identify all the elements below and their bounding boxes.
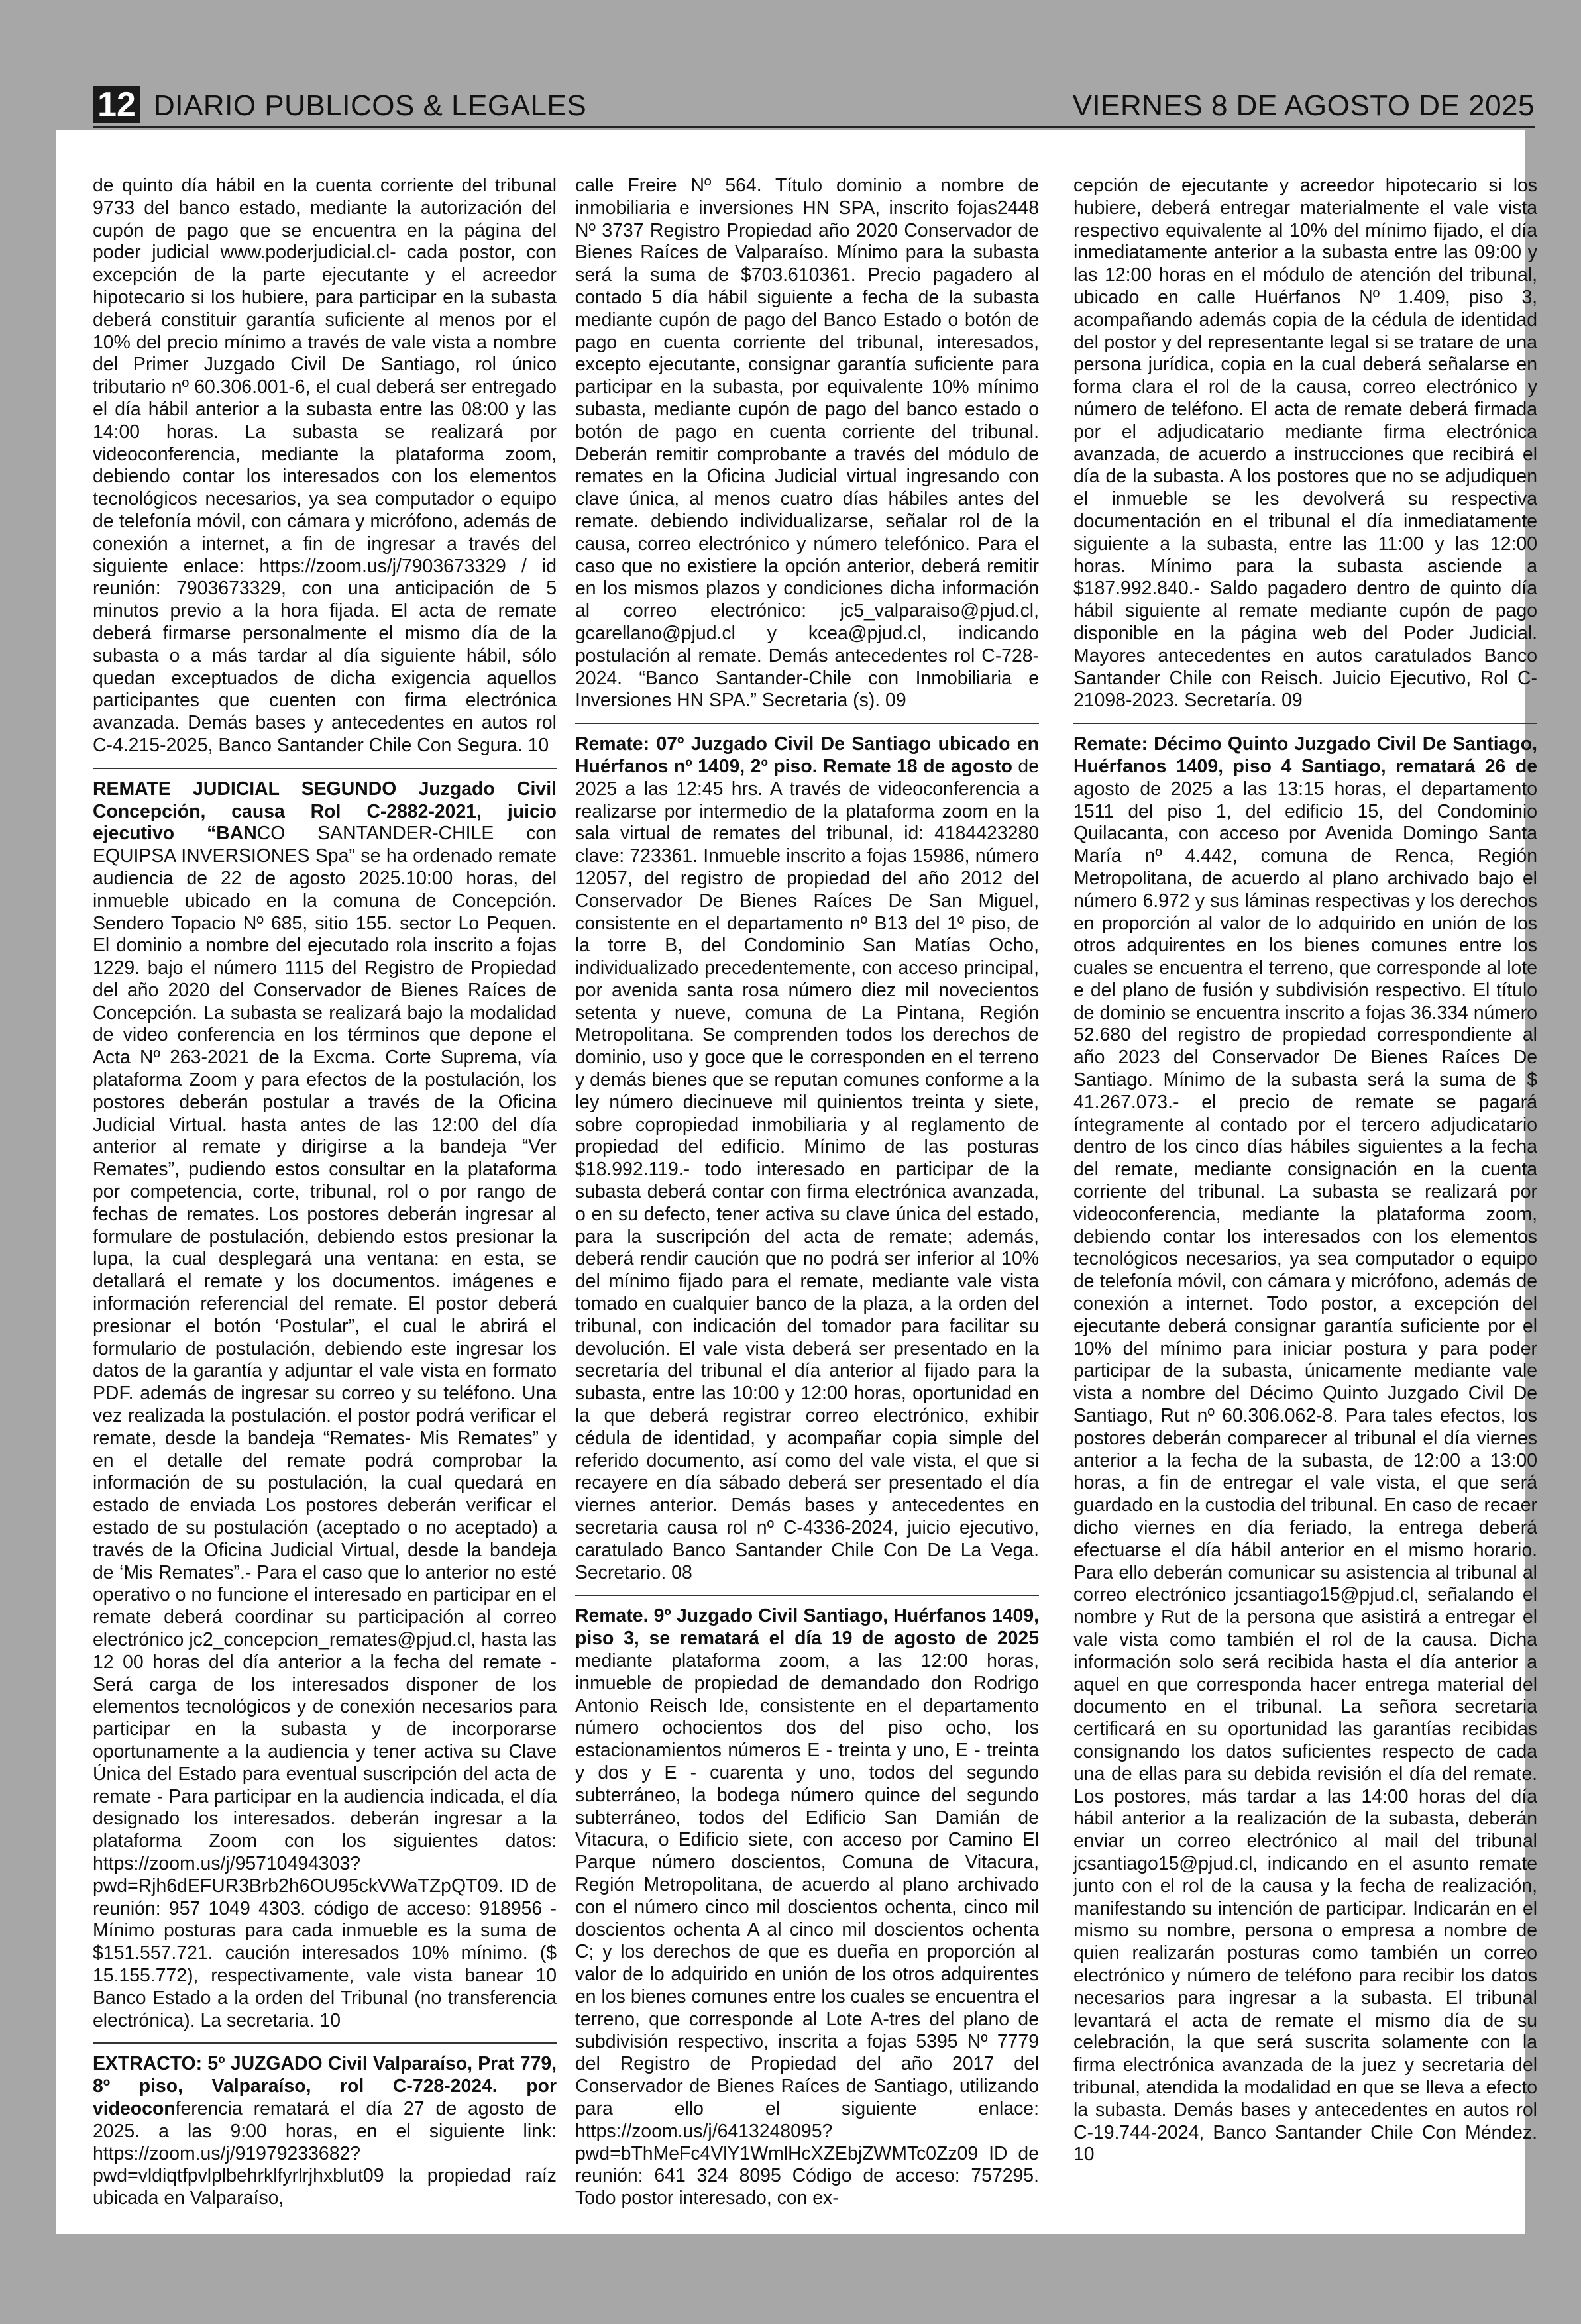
legal-notice bbox=[93, 175, 557, 757]
notice-body: de quinto día hábil en la cuenta corriente del tribunal 9733 del banco estado, mediante la autorización del cupón de pago que se encuentra en la página del poder judicial www.poderjudicial.cl- cada postor, con excepción de la parte ejecutante y el acreedor hipotecario si los hubiere, para participar en la subasta deberá constituir garantía suficiente al menos por el 10% del precio mínimo a través de vale vista a nombre del Primer Juzgado Civil De Santiago, rol único tributario nº 60.306.001-6, el cual deberá ser entregado el día hábil anterior a la subasta entre las 08:00 y las 14:00 horas. La subasta se realizará por videoconferencia, mediante la plataforma zoom, debiendo contar los interesados con los elementos tecnológicos necesarios, ya sea computador o equipo de telefonía móvil, con cámara y micrófono, además de conexión a internet, a fin de ingresar a través del siguiente enlace: https://zoom.us/j/7903673329 / id reunión: 7903673329, con una anticipación de 5 minutos previo a la hora fijada. El acta de remate deberá firmarse personalmente el mismo día de la subasta o a más tardar al día siguiente hábil, sólo quedan exceptuados de dicha exigencia aquellos participantes que cuenten con firma electrónica avanzada. Demás bases y antecedentes en autos rol C-4.215-2025, Banco Santander Chile Con Segura. 10 bbox=[93, 175, 557, 756]
notice-divider bbox=[575, 723, 1039, 724]
notice-body: calle Freire Nº 564. Título dominio a nombre de inmobiliaria e inversiones HN SPA, inscrito fojas2448 Nº 3737 Registro Propiedad año 2020 Conservador de Bienes Raíces de Valparaíso. Mínimo para la subasta será la suma de $703.610361. Precio pagadero al contado 5 día hábil siguiente a fecha de la subasta mediante cupón de pago del Banco Estado o botón de pago en cuenta corriente del tribunal, interesados, excepto ejecutante, consignar garantía suficiente para participar en la subasta, por equivalente 10% mínimo subasta, mediante cupón de pago del banco estado o botón de pago en cuenta corriente del tribunal. Deberán remitir comprobante a través del módulo de remates en la Oficina Judicial virtual ingresando con clave única, al menos cuatro días hábiles antes del remate. debiendo individualizarse, señalar rol de la causa, correo electrónico y número telefónico. Para el caso que no existiere la opción anterior, deberá remitir en los mismos plazos y condiciones dicha información al correo electrónico: jc5_valparaiso@pjud.cl, gcarellano@pjud.cl y kcea@pjud.cl, indicando postulación al remate. Demás antecedentes rol C-728-2024. “Banco Santander-Chile con Inmobiliaria e Inversiones HN SPA.” Secretaria (s). 09 bbox=[575, 175, 1039, 712]
notice-heading: EXTRACTO: 5º JUZGADO Civil Valparaíso, Prat 779, 8º piso, Valparaíso, rol C-728-2024. por videocon bbox=[93, 2053, 557, 2119]
notice-body: ferencia rematará el día 27 de agosto de 2025. a las 9:00 horas, en el siguiente link: https://zoom.us/j/91979233682?pwd=vldiqtfpvlplbehrklfyrlrjhxblut09 la propiedad raíz ubicada en Valparaíso, bbox=[93, 2097, 557, 2209]
legal-notice bbox=[575, 175, 1039, 712]
notice-body: agosto de 2025 a las 13:15 horas, el departamento 1511 del piso 1, del edificio 15, del Condominio Quilacanta, con acceso por Avenida Domingo Santa María nº 4.442, comuna de Renca, Región Metropolitana, de acuerdo al plano archivado bajo el número 6.972 y sus láminas respectivas y los derechos en proporción al valor de lo adquirido en unión de los otros adquirentes en los bienes comunes entre los cuales se encuentra el terreno, que corresponde al lote e del plano de fusión y subdivisión respectivo. El título de dominio se encuentra inscrito a fojas 36.334 número 52.680 del registro de propiedad correspondiente al año 2023 del Conservador De Bienes Raíces De Santiago. Mínimo de la subasta será la suma de $ 41.267.073.- el precio de remate se pagará íntegramente al contado por el tercero adjudicatario dentro de los cinco días hábiles siguientes a la fecha del remate, mediante consignación en la cuenta corriente del tribunal. La subasta se realizará por videoconferencia, mediante la plataforma zoom, debiendo contar los interesados con los elementos tecnológicos necesarios, ya sea computador o equipo de telefonía móvil, con cámara y micrófono, además de conexión a internet. Todo postor, a excepción del ejecutante deberá consignar garantía suficiente por el 10% del mínimo para iniciar postura y para poder participar de la subasta, únicamente mediante vale vista a nombre del Décimo Quinto Juzgado Civil De Santiago, Rut nº 60.306.062-8. Para tales efectos, los postores deberán comparecer al tribunal el día viernes anterior a la fecha de la subasta, de 12:00 a 13:00 horas, a fin de entregar el vale vista, el que será guardado en la custodia del tribunal. En caso de recaer dicho viernes en día feriado, la entrega deberá efectuarse el día hábil anterior en el mismo horario. Para ello deberán comunicar su asistencia al tribunal al correo electrónico jcsantiago15@pjud.cl, señalando el nombre y Rut de la persona que asistirá a entregar el vale vista como también el rol de la causa. Dicha información solo será recibida hasta el día anterior a aquel en que corresponda hacer entrega material del documento en el tribunal. La señora secretaria certificará en su oportunidad las garantías recibidas consignando los datos suficientes respecto de cada una de ellas para su debida revisión el día del remate. Los postores, más tardar a las 14:00 horas del día hábil anterior a la realización de la subasta, deberán enviar un correo electrónico al mail del tribunal jcsantiago15@pjud.cl, indicando en el asunto remate junto con el rol de la causa y la fecha de realización, manifestando su intención de participar. Indicarán en el mismo su nombre, persona o empresa a nombre de quien realizarán posturas como también un correo electrónico y número de teléfono para recibir los datos necesarios para ingresar a la subasta. El tribunal levantará el acta de remate el mismo día de su celebración, la que será suscrita solamente con la firma electrónica avanzada de la juez y secretaria del tribunal, atendida la modalidad en que se lleva a efecto la subasta. Demás bases y antecedentes en autos rol C-19.744-2024, Banco Santander Chile Con Méndez. 10 bbox=[1073, 778, 1537, 2166]
page-header bbox=[93, 86, 1535, 123]
notice-body: de 2025 a las 12:45 hrs. A través de videoconferencia a realizarse por intermedio de la plataforma zoom en la sala virtual de remates del tribunal, id: 4184423280 clave: 723361. Inmueble inscrito a fojas 15986, número 12057, del registro de propiedad del año 2012 del Conservador De Bienes Raíces De San Miguel, consistente en el departamento nº B13 del 1º piso, de la torre B, del Condominio San Matías Ocho, individualizado precedentemente, con acceso principal, por avenida santa rosa número diez mil novecientos setenta y nueve, comuna de La Pintana, Región Metropolitana. Se comprenden todos los derechos de dominio, uso y goce que le corresponden en el terreno y demás bienes que se reputan comunes conforme a la ley número diecinueve mil quinientos treinta y siete, sobre copropiedad inmobiliaria y al reglamento de propiedad del edificio. Mínimo de las posturas $18.992.119.- todo interesado en participar de la subasta deberá contar con firma electrónica avanzada, o en su defecto, tener activa su clave única del estado, para la suscripción del acta de remate; además, deberá rendir caución que no podrá ser inferior al 10% del mínimo fijado para el remate, mediante vale vista tomado en cualquier banco de la plaza, a la orden del tribunal, con indicación del tomador para facilitar su devolución. El vale vista deberá ser presentado en la secretaría del tribunal el día anterior al fijado para la subasta, entre las 10:00 y 12:00 horas, oportunidad en la que deberá registrar correo electrónico, exhibir cédula de identidad, y acompañar copia simple del referido documento, así como del vale vista, el que si recayere en día sábado deberá ser presentado el día viernes anterior. Demás bases y antecedentes en secretaria causa rol nº C-4336-2024, juicio ejecutivo, caratulado Banco Santander Chile Con De La Vega. Secretario. 08 bbox=[575, 755, 1040, 1583]
legal-notice bbox=[1073, 733, 1537, 2166]
notice-body: cepción de ejecutante y acreedor hipotecario si los hubiere, deberá entregar materialmente el vale vista respectivo equivalente al 10% del mínimo fijado, el día inmediatamente anterior a la subasta entre las 09:00 y las 12:00 horas en el módulo de atención del tribunal, ubicado en calle Huérfanos Nº 1.409, piso 3, acompañando además copia de la cédula de identidad del postor y del representante legal si se tratare de una persona jurídica, copia en la cual deberá señalarse en forma clara el rol de la causa, correo electrónico y número de teléfono. El acta de remate deberá firmada por el adjudicatario mediante firma electrónica avanzada, de acuerdo a instrucciones que recibirá el día de la subasta. A los postores que no se adjudiquen el inmueble se les devolverá su respectiva documentación en el tribunal el día inmediatamente siguiente a la subasta, entre las 11:00 y las 12:00 horas. Mínimo para la subasta asciende a $187.992.840.- Saldo pagadero dentro de quinto día hábil siguiente al remate mediante cupón de pago disponible en la página web del Poder Judicial. Mayores antecedentes en autos caratulados Banco Santander Chile con Reisch. Juicio Ejecutivo, Rol C-21098-2023. Secretaría. 09 bbox=[1073, 175, 1537, 712]
legal-notice bbox=[575, 733, 1039, 1584]
legal-notice bbox=[1073, 175, 1537, 712]
notice-body: CO SANTANDER-CHILE con EQUIPSA INVERSIONES Spa” se ha ordenado remate audiencia de 22 de agosto 2025.10:00 horas, del inmueble ubicado en la comuna de Concepción. Sendero Topacio Nº 685, sitio 155. sector Lo Pequen. El dominio a nombre del ejecutado rola inscrito a fojas 1229. bajo el número 1115 del Registro de Propiedad del año 2020 del Conservador de Bienes Raíces de Concepción. La subasta se realizará bajo la modalidad de video conferencia en los términos que depone el Acta Nº 263-2021 de la Excma. Corte Suprema, vía plataforma Zoom y para efectos de la postulación, los postores deberán postular a través de la Oficina Judicial Virtual. hasta antes de las 12:00 del día anterior al remate y dirigirse a la bandeja “Ver Remates”, pudiendo estos consultar en la plataforma por competencia, corte, tribunal, rol o por rango de fechas de remates. Los postores deberán ingresar al formulare de postulación, debiendo estos presionar la lupa, la cual desplegará una ventana: en esta, se detallará el remate y los documentos. imágenes e información referencial del remate. El postor deberá presionar el botón ‘Postular”, el cual le abrirá el formulario de postulación, debiendo este ingresar los datos de la garantía y adjuntar el vale vista en formato PDF. además de ingresar su correo y su teléfono. Una vez realizada la postulación. el postor podrá verificar el remate, desde la bandeja “Remates- Mis Remates” y en el detalle del remate podrá comprobar la información de su postulación, la cual quedará en estado de enviada Los postores deberán verificar el estado de su postulación (aceptado o no aceptado) a través de la Oficina Judicial Virtual, desde la bandeja de ‘Mis Remates”.- Para el caso que lo anterior no esté operativo o no funcione el interesado en participar en el remate deberá coordinar su participación al correo electrónico jc2_concepcion_remates@pjud.cl, hasta las 12 00 horas del día anterior a la fecha del remate - Será carga de los interesados disponer de los elementos tecnológicos y de conexión necesarios para participar en la subasta y de incorporarse oportunamente a la audiencia y tener activa su Clave Única del Estado para eventual suscripción del acta de remate - Para participar en la audiencia indicada, el día designado los interesados. deberán ingresar a la plataforma Zoom con los siguientes datos: https://zoom.us/j/95710494303?pwd=Rjh6dEFUR3Brb2h6OU95ckVWaTZpQT09. ID de reunión: 957 1049 4303. código de acceso: 918956 - Mínimo posturas para cada inmueble es la suma de $151.557.721. caución interesados 10% mínimo. ($ 15.155.772), respectivamente, vale vista banear 10 Banco Estado a la orden del Tribunal (no transferencia electrónica). La secretaria. 10 bbox=[93, 823, 557, 2031]
notice-heading: Remate. 9º Juzgado Civil Santiago, Huérfanos 1409, piso 3, se rematará el día 19 de agosto de 2025 bbox=[575, 1605, 1039, 1650]
notice-heading: Remate: 07º Juzgado Civil De Santiago ubicado en Huérfanos nº 1409, 2º piso. Remate 18 de agosto bbox=[575, 733, 1039, 777]
publication-date: VIERNES 8 DE AGOSTO DE 2025 bbox=[1072, 89, 1535, 122]
publication-name: DIARIO PUBLICOS & LEGALES bbox=[154, 89, 587, 122]
column-3 bbox=[1073, 175, 1537, 2166]
legal-notice bbox=[93, 778, 557, 2033]
notice-divider bbox=[93, 768, 557, 769]
notice-divider bbox=[93, 2042, 557, 2044]
column-2 bbox=[575, 175, 1039, 2210]
legal-notice bbox=[93, 2053, 557, 2210]
notice-heading: REMATE JUDICIAL SEGUNDO Juzgado Civil Concepción, causa Rol C-2882-2021, juicio ejecutivo “BAN bbox=[93, 778, 557, 845]
page-number: 12 bbox=[93, 86, 140, 123]
notice-divider bbox=[575, 1595, 1039, 1596]
legal-notice bbox=[575, 1605, 1039, 2210]
notice-heading: Remate: Décimo Quinto Juzgado Civil De Santiago, Huérfanos 1409, piso 4 Santiago, rematará 26 de bbox=[1073, 733, 1537, 777]
header-divider bbox=[93, 126, 1535, 128]
notice-body: mediante plataforma zoom, a las 12:00 horas, inmueble de propiedad de demandado don Rodrigo Antonio Reisch Ide, consistente en el departamento número ochocientos dos del piso ocho, los estacionamientos números E - treinta y uno, E - treinta y dos y E - cuarenta y uno, todos del segundo subterráneo, la bodega número quince del segundo subterráneo, todos del Edificio San Damián de Vitacura, o Edificio siete, con acceso por Camino El Parque número doscientos, Comuna de Vitacura, Región Metropolitana, de acuerdo al plano archivado con el número cinco mil doscientos ochenta, cinco mil doscientos ochenta A al cinco mil doscientos ochenta C; y los derechos de que es dueña en proporción al valor de lo adquirido en unión de los otros adquirentes en los bienes comunes entre los cuales se encuentra el terreno, que corresponde al Lote A-tres del plano de subdivisión respectivo, inscrita a fojas 5395 Nº 7779 del Registro de Propiedad del año 2017 del Conservador de Bienes Raíces de Santiago, utilizando para ello el siguiente enlace: https://zoom.us/j/6413248095?pwd=bThMeFc4VlY1WmlHcXZEbjZWMTc0Zz09 ID de reunión: 641 324 8095 Código de acceso: 757295. Todo postor interesado, con ex- bbox=[575, 1650, 1039, 2209]
notice-divider bbox=[1073, 723, 1537, 724]
column-1 bbox=[93, 175, 557, 2210]
